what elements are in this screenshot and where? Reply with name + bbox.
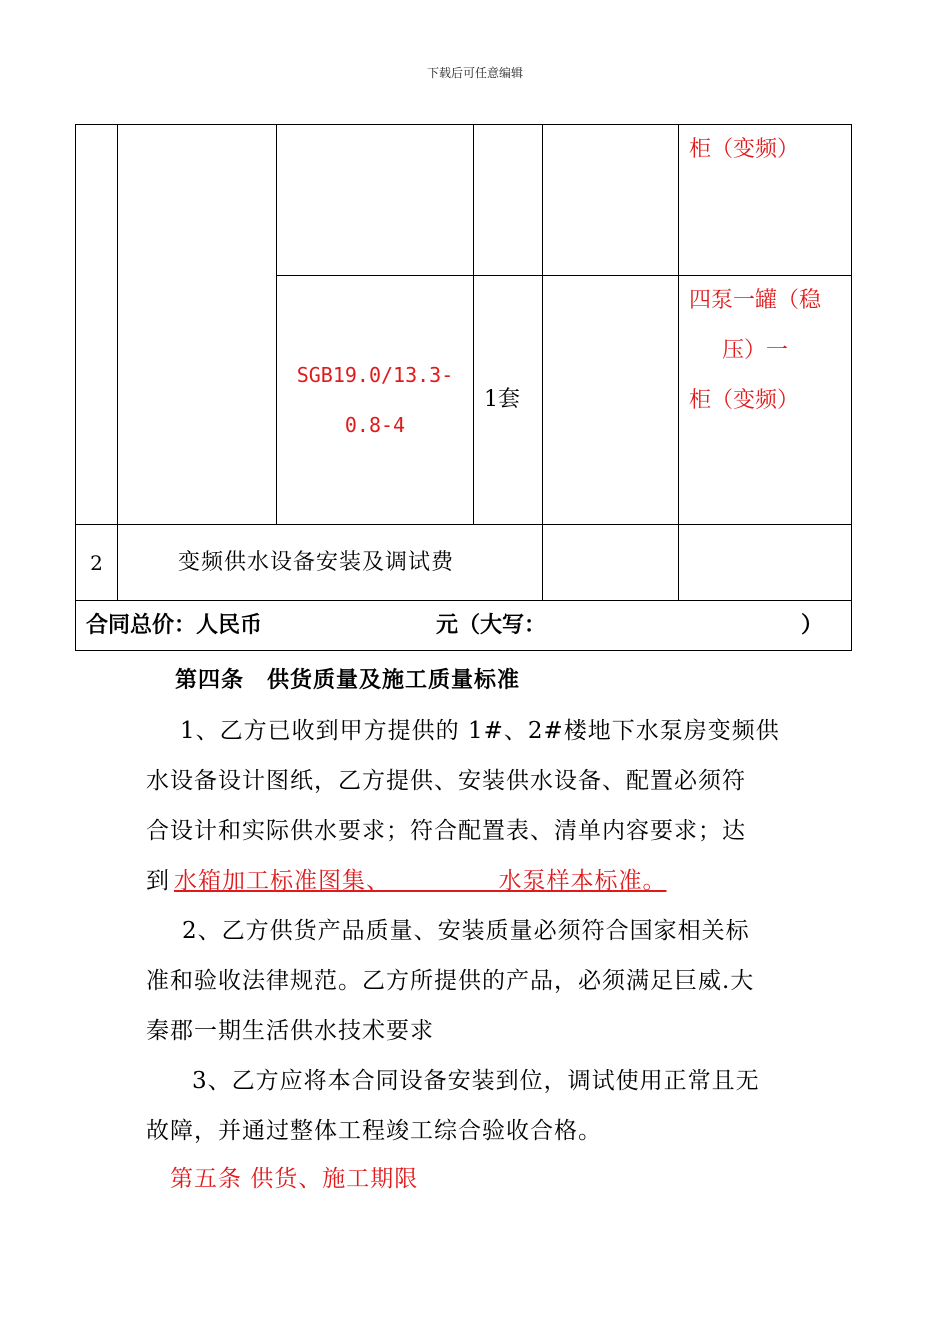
cell-price — [543, 525, 679, 601]
section-5-title: 第五条 供货、施工期限 — [170, 1166, 419, 1192]
total-unit: 元（大写： — [436, 613, 547, 638]
model-line-1: SGB19.0/13.3- — [296, 363, 454, 387]
row-name: 变频供水设备安装及调试费 — [178, 549, 455, 575]
cell-qty — [474, 276, 543, 525]
paragraph-line: 秦郡一期生活供水技术要求 — [146, 1018, 434, 1044]
paragraph-line: 1、乙方已收到甲方提供的 1#、2#楼地下水泵房变频供 — [180, 718, 780, 744]
qty-text: 1套 — [484, 387, 520, 412]
cell-model — [277, 125, 474, 276]
cell-price — [543, 276, 679, 525]
paragraph-line: 水设备设计图纸，乙方提供、安装供水设备、配置必须符 — [146, 768, 746, 794]
cell-index: 2 — [76, 525, 118, 601]
cell-qty — [474, 125, 543, 276]
text-prefix: 到 — [146, 868, 170, 894]
paragraph-line: 2、乙方供货产品质量、安装质量必须符合国家相关标 — [182, 918, 750, 944]
total-label: 合同总价：人民币 — [86, 613, 263, 638]
equipment-table — [75, 124, 852, 651]
paragraph-line — [146, 862, 667, 895]
standard-reference-2: 水泵样本标准。 — [378, 868, 667, 894]
desc-text: 柜（变频） — [689, 137, 800, 162]
paragraph-line: 3、乙方应将本合同设备安装到位，调试使用正常且无 — [192, 1068, 760, 1094]
model-line-2: 0.8-4 — [344, 413, 406, 437]
desc-line-1: 四泵一罐（稳 — [689, 288, 822, 313]
total-cell — [76, 601, 852, 651]
cell-desc — [679, 525, 852, 601]
cell-model — [277, 276, 474, 525]
cell-price — [543, 125, 679, 276]
paragraph-line: 故障，并通过整体工程竣工综合验收合格。 — [146, 1118, 602, 1144]
desc-line-2: 压）一 — [721, 338, 788, 363]
page-header-note: 下载后可任意编辑 — [426, 66, 523, 80]
desc-line-3: 柜（变频） — [689, 388, 800, 413]
cell-index — [76, 125, 118, 525]
total-close: ） — [801, 613, 824, 638]
cell-desc — [679, 125, 852, 276]
cell-desc — [679, 276, 852, 525]
total-row — [76, 601, 852, 651]
cell-name — [118, 525, 543, 601]
table-row — [76, 525, 852, 601]
table-row — [76, 125, 852, 276]
cell-name — [118, 125, 277, 525]
standard-reference-1: 水箱加工标准图集、 — [174, 868, 379, 894]
paragraph-line: 合设计和实际供水要求；符合配置表、清单内容要求；达 — [146, 818, 746, 844]
paragraph-line: 准和验收法律规范。乙方所提供的产品，必须满足巨威.大 — [146, 968, 755, 994]
section-4-title: 第四条 供货质量及施工质量标准 — [175, 668, 521, 693]
